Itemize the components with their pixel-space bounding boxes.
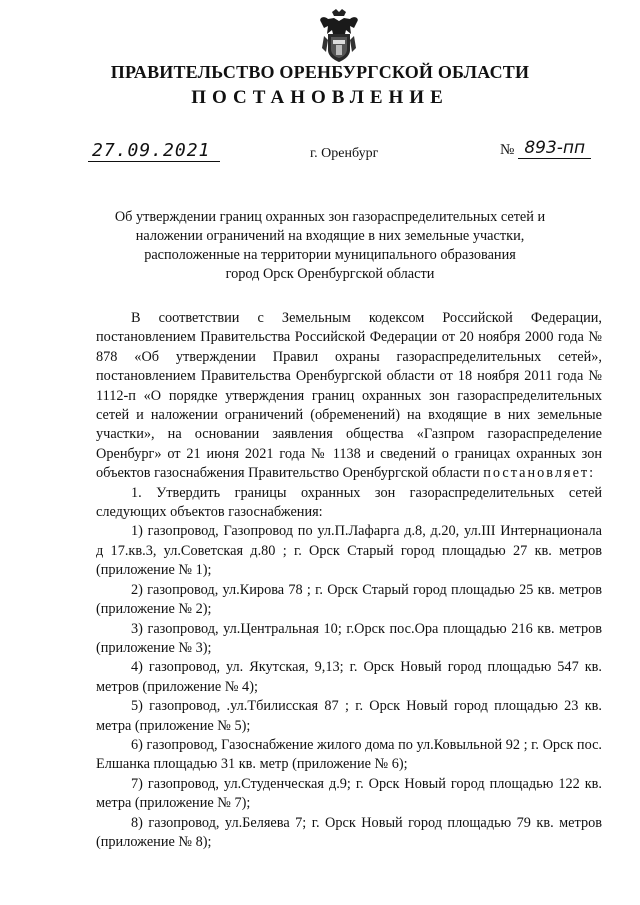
subject-line: Об утверждении границ охранных зон газораспределительных сетей и xyxy=(114,209,546,225)
number-sign: № xyxy=(500,142,515,158)
document-body xyxy=(96,309,602,852)
document-type-heading: ПОСТАНОВЛЕНИЕ xyxy=(191,87,449,108)
list-item: 8) газопровод, ул.Беляева 7; г. Орск Новый город площадью 79 кв. метров (приложение № 8); xyxy=(96,814,602,850)
document-subject xyxy=(110,208,550,284)
preamble-paragraph xyxy=(96,309,602,484)
list-item: 2) газопровод, ул.Кирова 78 ; г. Орск Старый город площадью 25 кв. метров (приложение № 2); xyxy=(96,581,602,618)
coat-of-arms-emblem xyxy=(316,8,362,64)
list-item: 1) газопровод, Газопровод по ул.П.Лафарга д.8, д.20, ул.III Интернационала д 17.кв.3, ул.Советская д.80 ; г. Орск Старый город площадью 27 кв. метров (приложение № 1); xyxy=(96,523,602,579)
preamble-text: В соответствии с Земельным кодексом Российской Федерации, постановлением Правительства Российской Федерации от 20 ноября 2000 года № 878 «Об утверждении Правил охраны газораспределительных сетей», постановлением Правительства Оренбургской области от 18 ноября 2011 года № 1112-п «О порядке утверждения границ охранных зон газораспределительных сетей и наложении ограничений (обременений) на входящие в них земельные участки», на основании заявления общества «Газпром газораспределение Оренбург» от 21 июня 2021 года № 1138 и сведений о границах охранных зон объектов газоснабжения Правительство Оренбургской области xyxy=(96,310,602,482)
subject-line: расположенные на территории муниципального образования xyxy=(144,247,516,263)
resolves-word: постановляет: xyxy=(483,465,596,482)
clause-1: 1. Утвердить границы охранных зон газораспределительных сетей следующих объектов газоснабжения: xyxy=(96,484,602,521)
document-number xyxy=(500,138,591,159)
government-title: ПРАВИТЕЛЬСТВО ОРЕНБУРГСКОЙ ОБЛАСТИ xyxy=(110,62,530,82)
subject-line: наложении ограничений на входящие в них земельные участки, xyxy=(135,228,525,244)
document-date: 27.09.2021 xyxy=(88,140,220,162)
list-item: 7) газопровод, ул.Студенческая д.9; г. Орск Новый город площадью 122 кв. метра (приложение № 7); xyxy=(96,775,602,812)
list-item: 6) газопровод, Газоснабжение жилого дома по ул.Ковыльной 92 ; г. Орск пос. Елшанка площадью 31 кв. метр (приложение № 6); xyxy=(96,736,602,773)
document-city: г. Оренбург xyxy=(310,146,379,161)
list-item: 5) газопровод, .ул.Тбилисская 87 ; г. Орск Новый город площадью 23 кв. метра (приложение № 5); xyxy=(96,698,602,734)
list-item: 4) газопровод, ул. Якутская, 9,13; г. Орск Новый город площадью 547 кв. метров (приложение № 4); xyxy=(96,659,602,695)
subject-line: город Орск Оренбургской области xyxy=(225,266,435,282)
document-number-value: 893-пп xyxy=(518,138,591,159)
list-item: 3) газопровод, ул.Центральная 10; г.Орск пос.Ора площадью 216 кв. метров (приложение № 3); xyxy=(96,620,602,656)
